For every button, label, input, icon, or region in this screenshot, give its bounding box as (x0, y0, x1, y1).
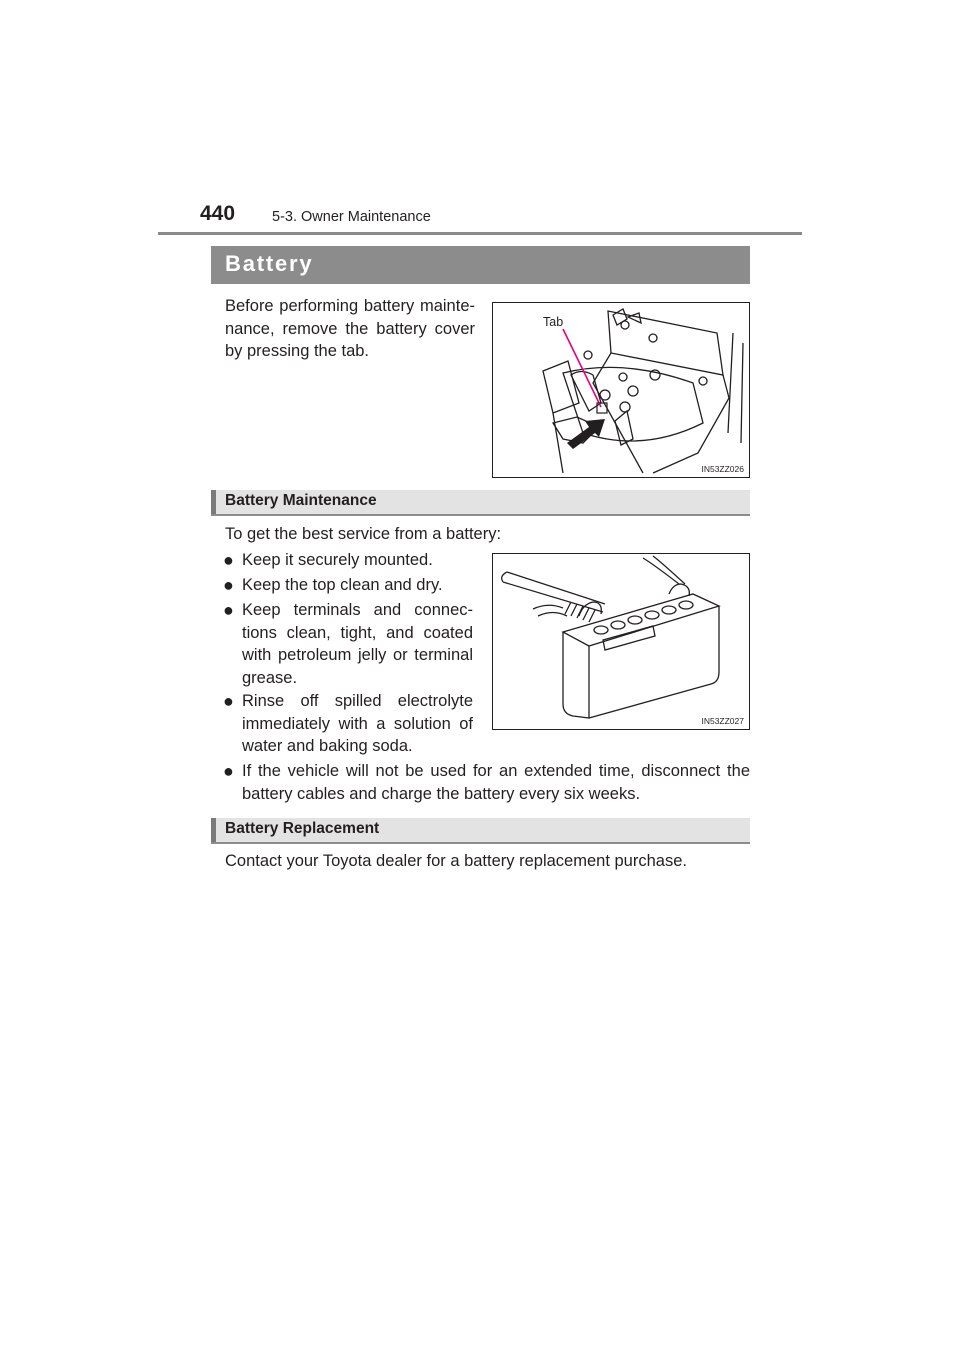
figure-code: IN53ZZ026 (701, 464, 744, 474)
figure-code: IN53ZZ027 (701, 716, 744, 726)
bullet-line: Keep terminals and connec- (242, 601, 473, 619)
battery-cleaning-illustration (492, 553, 750, 730)
tab-label: Tab (543, 315, 564, 329)
subheading-text: Battery Maintenance (225, 492, 377, 509)
page-number: 440 (200, 202, 236, 225)
header-rule (158, 232, 802, 235)
bullet-line: Rinse off spilled electrolyte (242, 692, 473, 710)
bullet-line: grease. (242, 668, 298, 687)
bullet-icon: ● (223, 761, 234, 781)
bullet-line: Keep it securely mounted. (242, 551, 433, 569)
bullet-line: immediately with a solution of (242, 714, 473, 733)
replacement-text: Contact your Toyota dealer for a battery replacement purchase. (225, 852, 687, 870)
bullet-line: tions clean, tight, and coated (242, 623, 473, 642)
bullet-icon: ● (223, 600, 234, 620)
battery-cover-illustration (492, 302, 750, 478)
heading-accent (211, 818, 216, 842)
battery-replacement-heading (211, 818, 750, 844)
page-title: Battery (225, 251, 314, 276)
intro-paragraph (225, 295, 475, 363)
battery-maintenance-heading (211, 490, 750, 516)
intro-line: nance, remove the battery cover (225, 319, 475, 338)
battery-cleaning-drawing (493, 554, 749, 729)
bullet-line: If the vehicle will not be used for an extended time, disconnect the (242, 762, 750, 780)
bullet-line: with petroleum jelly or terminal (242, 646, 473, 664)
heading-accent (211, 490, 216, 514)
section-reference: 5-3. Owner Maintenance (272, 209, 431, 225)
bullet-icon: ● (223, 550, 234, 570)
bullet-line: water and baking soda. (242, 737, 413, 755)
battery-cover-drawing (493, 303, 749, 477)
subheading-text: Battery Replacement (225, 820, 380, 837)
maintenance-lead: To get the best service from a battery: (225, 525, 502, 543)
bullet-line: battery cables and charge the battery every six weeks. (242, 784, 641, 803)
bullet-line: Keep the top clean and dry. (242, 576, 443, 594)
title-bar (211, 246, 750, 284)
intro-line: Before performing battery mainte- (225, 297, 475, 315)
bullet-icon: ● (223, 575, 234, 595)
intro-line: by pressing the tab. (225, 342, 370, 360)
bullet-icon: ● (223, 691, 234, 711)
